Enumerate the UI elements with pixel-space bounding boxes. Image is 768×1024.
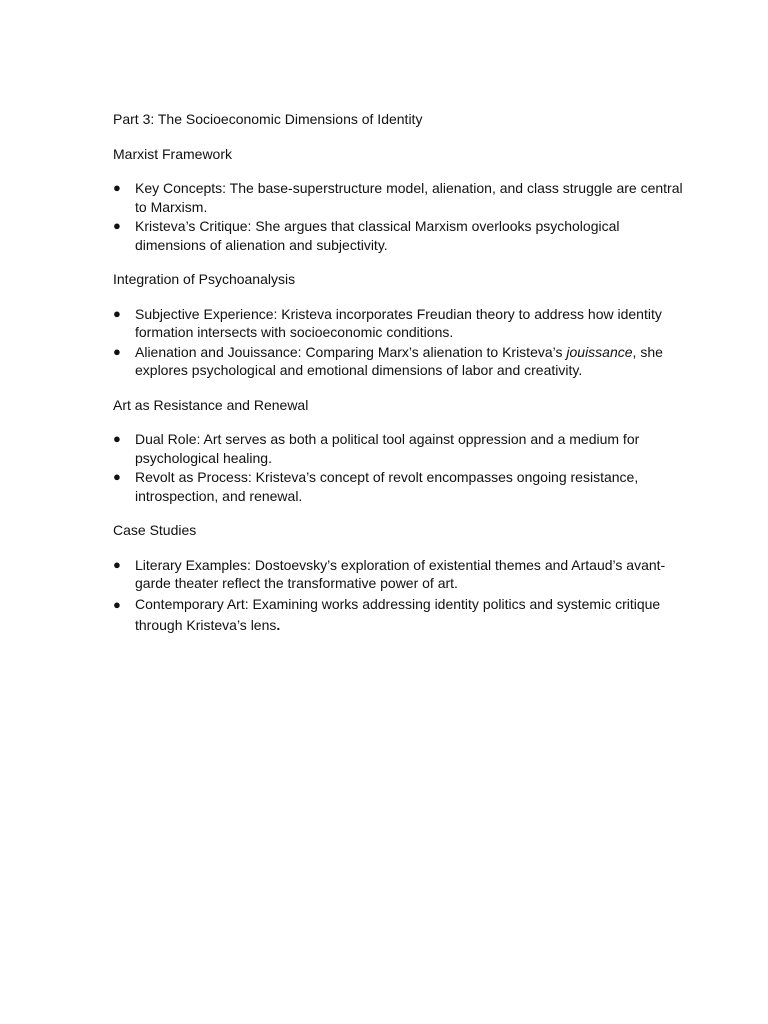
bullet-text: Key Concepts: The base-superstructure model, alienation, and class struggle are central to Marxism. [135, 180, 683, 215]
bullet-text: Revolt as Process: Kristeva’s concept of revolt encompasses ongoing resistance, introspection, and renewal. [135, 469, 639, 504]
section-heading-integration-of-psychoanalysis: Integration of Psychoanalysis [113, 271, 296, 287]
list-item [113, 179, 688, 216]
bullet-text: Kristeva’s Critique: She argues that classical Marxism overlooks psychological dimensions of alienation and subjectivity. [135, 218, 620, 253]
bullet-text: Literary Examples: Dostoevsky’s exploration of existential themes and Artaud’s avant-garde theater reflect the transformative power of art. [135, 556, 666, 591]
bullet-list-art-as-resistance-and-renewal [113, 430, 688, 505]
bullet-icon: ● [113, 431, 121, 446]
bullet-icon: ● [113, 180, 121, 195]
bullet-text: Dual Role: Art serves as both a political tool against oppression and a medium for psychological healing. [135, 431, 640, 466]
bullet-icon: ● [113, 305, 121, 321]
document-body [113, 110, 688, 652]
bullet-text-end: , she explores psychological and emotional dimensions of labor and creativity. [135, 343, 663, 378]
bullet-list-integration-of-psychoanalysis [113, 305, 688, 380]
section-heading-marxist-framework: Marxist Framework [113, 145, 233, 162]
section-heading-art-as-resistance-and-renewal: Art as Resistance and Renewal [113, 396, 309, 413]
list-item [113, 594, 688, 636]
bullet-list-case-studies [113, 556, 688, 636]
bullet-text-start: Alienation and Jouissance: Comparing Marx’s alienation to Kristeva’s [135, 343, 567, 360]
bullet-text-emphasis: jouissance [566, 343, 633, 360]
bullet-icon: ● [113, 343, 121, 359]
bullet-icon: ● [113, 218, 121, 233]
list-item [113, 217, 688, 254]
bullet-icon: ● [113, 469, 121, 484]
bullet-text: Contemporary Art: Examining works addressing identity politics and systemic critique through Kristeva’s lens [135, 595, 661, 633]
list-item [113, 430, 688, 467]
list-item [113, 305, 688, 342]
list-item [113, 343, 688, 380]
bullet-text-end: . [276, 616, 281, 633]
bullet-icon: ● [113, 596, 121, 612]
bullet-list-marxist-framework [113, 179, 688, 254]
list-item [113, 468, 688, 505]
section-heading-case-studies: Case Studies [113, 522, 197, 538]
list-item [113, 556, 688, 593]
document-title: Part 3: The Socioeconomic Dimensions of Identity [113, 111, 423, 127]
bullet-icon: ● [113, 556, 121, 572]
bullet-text: Subjective Experience: Kristeva incorporates Freudian theory to address how identity formation intersects with socioeconomic conditions. [135, 305, 662, 340]
